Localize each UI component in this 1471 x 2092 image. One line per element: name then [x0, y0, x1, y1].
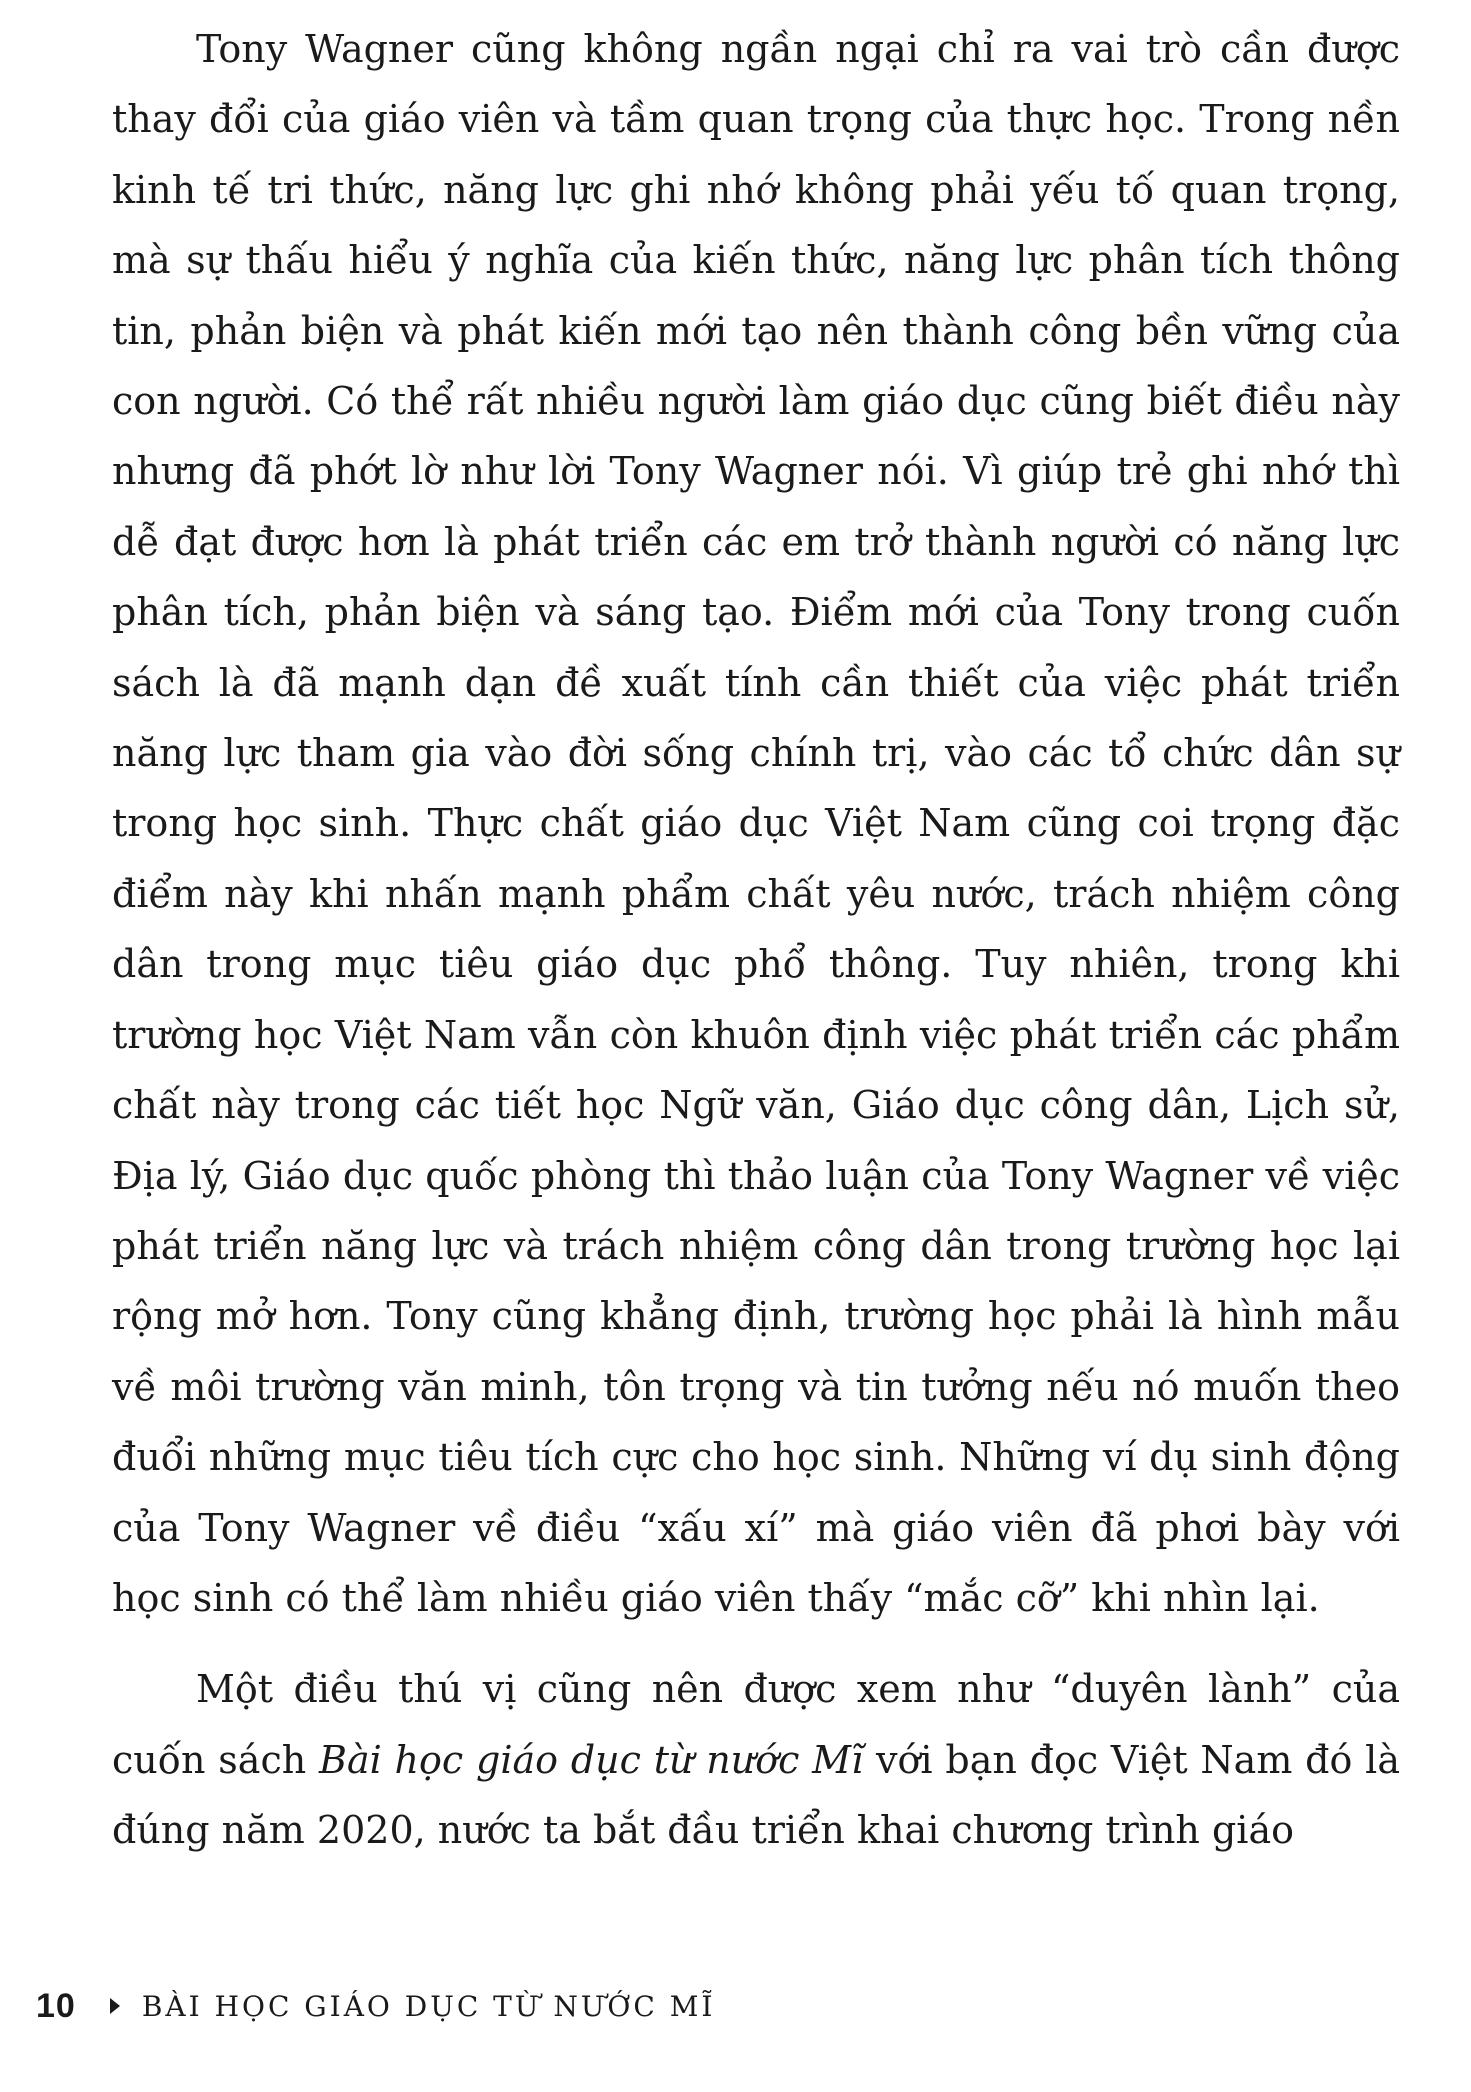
- paragraph-2-after-title: với bạn đọc Việt Nam đó là đúng năm 2020, nước ta bắt đầu triển khai chương trình giáo: [112, 1737, 1400, 1853]
- body-text: [112, 14, 1400, 1866]
- page-number: 10: [36, 1986, 76, 2025]
- paragraph-2: [112, 1654, 1400, 1865]
- running-title: BÀI HỌC GIÁO DỤC TỪ NƯỚC MĨ: [141, 1989, 716, 2023]
- paragraph-2-before-title: Một điều thú vị cũng nên được xem như “duyên lành” của cuốn sách: [112, 1667, 1400, 1782]
- paragraph-1: Tony Wagner cũng không ngần ngại chỉ ra vai trò cần được thay đổi của giáo viên và tầm quan trọng của thực học. Trong nền kinh tế tri thức, năng lực ghi nhớ không phải yếu tố quan trọng, mà sự thấu hiểu ý nghĩa của kiến thức, năng lực phân tích thông tin, phản biện và phát kiến mới tạo nên thành công bền vững của con người. Có thể rất nhiều người làm giáo dục cũng biết điều này nhưng đã phớt lờ như lời Tony Wagner nói. Vì giúp trẻ ghi nhớ thì dễ đạt được hơn là phát triển các em trở thành người có năng lực phân tích, phản biện và sáng tạo. Điểm mới của Tony trong cuốn sách là đã mạnh dạn đề xuất tính cần thiết của việc phát triển năng lực tham gia vào đời sống chính trị, vào các tổ chức dân sự trong học sinh. Thực chất giáo dục Việt Nam cũng coi trọng đặc điểm này khi nhấn mạnh phẩm chất yêu nước, trách nhiệm công dân trong mục tiêu giáo dục phổ thông. Tuy nhiên, trong khi trường học Việt Nam vẫn còn khuôn định việc phát triển các phẩm chất này trong các tiết học Ngữ văn, Giáo dục công dân, Lịch sử, Địa lý, Giáo dục quốc phòng thì thảo luận của Tony Wagner về việc phát triển năng lực và trách nhiệm công dân trong trường học lại rộng mở hơn. Tony cũng khẳng định, trường học phải là hình mẫu về môi trường văn minh, tôn trọng và tin tưởng nếu nó muốn theo đuổi những mục tiêu tích cực cho học sinh. Những ví dụ sinh động của Tony Wagner về điều “xấu xí” mà giáo viên đã phơi bày với học sinh có thể làm nhiều giáo viên thấy “mắc cỡ” khi nhìn lại.: [112, 27, 1400, 1620]
- book-title: Bài học giáo dục từ nước Mĩ: [319, 1737, 864, 1782]
- page-footer: [36, 1986, 715, 2026]
- right-triangle-icon: [110, 1998, 120, 2014]
